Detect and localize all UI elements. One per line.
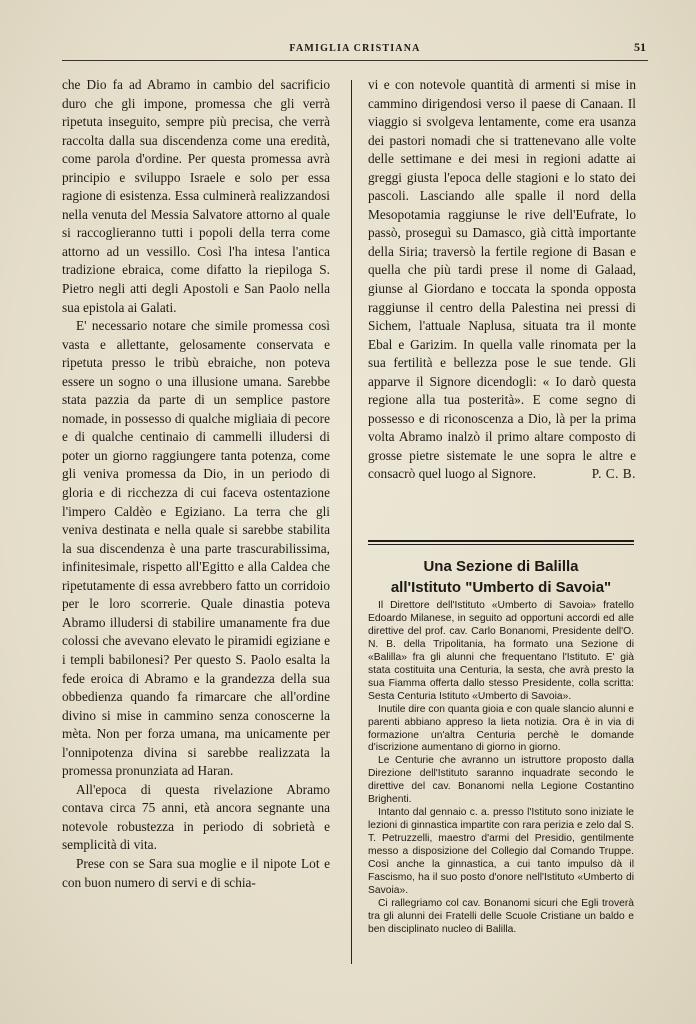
news-headline-line-2: all'Istituto "Umberto di Savoia" <box>390 579 612 596</box>
running-title: FAMIGLIA CRISTIANA <box>289 43 421 54</box>
news-top-rule-thin <box>368 544 634 545</box>
news-paragraph: Ci rallegriamo col cav. Bonanomi sicuri che Egli troverà tra gli alunni dei Fratelli delle Scuole Cristiane un baldo e ben disciplinato nucleo di Balilla. <box>368 897 634 935</box>
left-column-article <box>62 76 330 892</box>
news-headline-line-1: Una Sezione di Balilla <box>423 558 579 575</box>
article-paragraph: Prese con se Sara sua moglie e il nipote Lot e con buon numero di servi e di schia- <box>62 855 330 890</box>
article-paragraph: che Dio fa ad Abramo in cambio del sacrificio duro che gli impone, promessa che gli verrà ripetuta inseguito, sempre più precisa, che verrà raccolta dalla sua discendenza come una eredità, come parola d'ordine. Per questa promessa avrà principio e sviluppo Israele e solo per essa ragione di esistenza. Essa culminerà realizzandosi nella venuta del Messia Salvatore attorno al quale si raccoglieranno tutti i popoli della terra come attorno ad un vessillo. Così l'ha intesa l'antica tradizione ebraica, come difatto la riepiloga S. Pietro negli atti degli Apostoli e San Paolo nella sua epistola ai Galati. <box>62 77 330 315</box>
column-divider <box>351 80 352 964</box>
news-body <box>368 600 634 937</box>
news-paragraph: Inutile dire con quanta gioia e con quale slancio alunni e parenti abbiano appreso la lieta notizia. Ora è in via di formazione un'altra Centuria perchè le domande d'iscrizione aumentano di giorno in giorno. <box>368 703 634 754</box>
page-number: 51 <box>634 40 646 54</box>
news-paragraph: Il Direttore dell'Istituto «Umberto di Savoia» fratello Edoardo Milanese, in seguito ad opportuni accordi ed alle direttive del prof. cav. Carlo Bonanomi, Presidente dell'O. N. B. della Tripolitania, ha formato una Sezione di «Balilla» fra gli alunni che frequentano l'Istituto. E' già stata costituita una Centuria, la sesta, che avrà presto la sua Fiamma offerta dallo stesso Presidente, colla scritta: Sesta Centuria Istituto «Umberto di Savoia». <box>368 600 634 702</box>
article-continuation-text: vi e con notevole quantità di armenti si mise in cammino dirigendosi verso il paese di Canaan. Il viaggio si svolgeva lentamente, come era usanza dei pastori nomadi che si trattenevano alle volte delle settimane e dei mesi in regioni adatte ai greggi giusta l'epoca delle stagioni e lo stato dei pascoli. Lasciando alle spalle il nord della Mesopotamia raggiunse le rive dell'Eufrate, lo passò, proseguì su Damasco, già città importante della Siria; traversò la fertile regione di Basan e quella che più tardi prese il nome di Galaad, giunse al Giordano e toccata la sponda opposta raggiunse il centro della Palestina nei pressi di Sichem, l'attuale Naplusa, situata tra il monte Ebal e Garizim. In quella valle rinomata per la sua fertilità e bellezza pose le sue tende. Gli apparve il Signore dicendogli: « Io darò questa regione alla tua posterità». E come segno di possesso e di riconoscenza a Dio, là per la prima volta Abramo inalzò il primo altare composto di grosse pietre sistemate le une sopra le altre e consacrò quel luogo al Signore. <box>368 77 636 482</box>
article-continuation <box>368 76 636 484</box>
right-column-article <box>368 76 636 484</box>
article-paragraph: All'epoca di questa rivelazione Abramo contava circa 75 anni, età ancora segnante una notevole robustezza in periodo di sobrietà e semplicità di vita. <box>62 781 330 853</box>
news-paragraph: Intanto dal gennaio c. a. presso l'Istituto sono iniziate le lezioni di ginnastica impartite con rara perizia e zelo dal S. T. Petruzzelli, maestro d'armi del Presidio, gentilmente messo a disposizione del Collegio dal Comando Truppe. Così anche la ginnastica, a cui tanto impulso dà il Fascismo, ha il suo posto d'onore nell'Istituto «Umberto di Savoia». <box>368 807 634 896</box>
news-top-rule <box>368 540 634 542</box>
news-paragraph: Le Centurie che avranno un istruttore proposto dalla Direzione dell'Istituto saranno inquadrate secondo le direttive del cav. Bonanomi nella Legione Costantino Brighenti. <box>368 755 634 806</box>
news-headline <box>368 556 634 598</box>
article-signature: P. C. B. <box>591 466 636 482</box>
header-rule <box>62 60 648 61</box>
article-paragraph: E' necessario notare che simile promessa così vasta e allettante, gelosamente conservata e ripetuta presso le tribù ebraiche, non poteva essere un sogno o una illusione umana. Sarebbe stata pazzia da parte di un semplice pastore nomade, in possesso di qualche migliaia di pecore e di qualche centinaio di cammelli illudersi di poter un giorno raggiungere tanta potenza, come gli veniva promessa da Dio, in un periodo di gloria e di ricchezza di cui faceva ostentazione l'impero Caldèo e Egiziano. La terra che gli veniva destinata e nella quale si sarebbe stabilita la sua discendenza è una parte trascurabilissima, infinitesimale, rispetto all'Egitto e alla Caldea che ripetutamente di essa avrebbero fatto un corridoio per le loro scorrerie. Quale dinastia poteva Abramo illudersi di stabilire umanamente fra due colossi che avevano elevato le piramidi egiziane e i templi babilonesi? Per questo S. Paolo esalta la fede eroica di Abramo e la grandezza della sua obbedienza quando fa rimarcare che all'ordine divino si mise in cammino senza conoscerne la mèta. Non per forza umana, ma unicamente per l'onnipotenza divina si sarebbe realizzata la promessa pronunziata ad Haran. <box>62 318 330 779</box>
running-header <box>60 40 650 58</box>
